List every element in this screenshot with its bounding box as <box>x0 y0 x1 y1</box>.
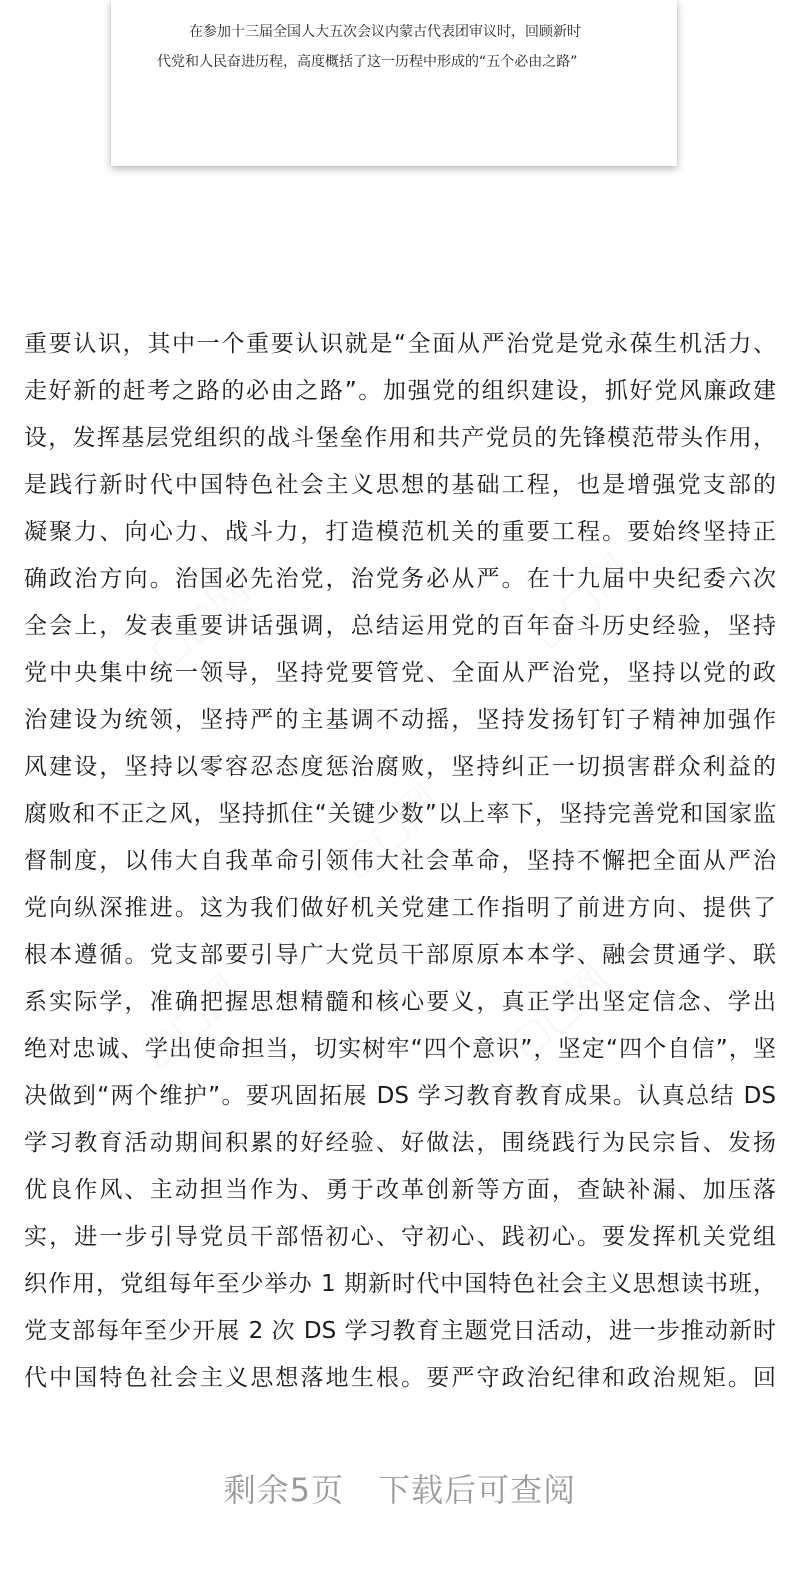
article-line: 党中央集中统一领导，坚持党要管党、全面从严治党，坚持以党的政 <box>24 660 776 686</box>
article-line: 代中国特色社会主义思想落地生根。要严守政治纪律和政治规矩。回 <box>24 1365 776 1391</box>
article-body <box>24 326 776 1407</box>
article-line: 风建设，坚持以零容忍态度惩治腐败，坚持纠正一切损害群众利益的 <box>24 754 776 780</box>
article-line: 重要认识，其中一个重要认识就是“全面从严治党是党永葆生机活力、 <box>24 331 776 357</box>
watermark: ▢▢网 <box>520 546 640 656</box>
article-line: 走好新的赶考之路的必由之路”。加强党的组织建设，抓好党风廉政建 <box>24 378 776 404</box>
watermark: ▢▢网 <box>500 956 620 1066</box>
article-line: 实，进一步引导党员干部悟初心、守初心、践初心。要发挥机关党组 <box>24 1224 776 1250</box>
article-line: 治建设为统领，坚持严的主基调不动摇，坚持发扬钉钉子精神加强作 <box>24 707 776 733</box>
article-line: 是践行新时代中国特色社会主义思想的基础工程，也是增强党支部的 <box>24 472 776 498</box>
article-line: 优良作风、主动担当作为、勇于改革创新等方面，查缺补漏、加压落 <box>24 1177 776 1203</box>
article-line: 根本遵循。党支部要引导广大党员干部原原本本学、融会贯通学、联 <box>24 942 776 968</box>
article-line: 党支部每年至少开展 2 次 DS 学习教育主题党日活动，进一步推动新时 <box>24 1318 776 1344</box>
download-prompt[interactable] <box>0 1466 800 1514</box>
watermark: ▢▢网 <box>130 966 250 1076</box>
article-line: 绝对忠诚、学出使命担当，切实树牢“四个意识”，坚定“四个自信”，坚 <box>24 1036 776 1062</box>
article-line: 决做到“两个维护”。要巩固拓展 DS 学习教育教育成果。认真总结 DS <box>24 1083 776 1109</box>
quote-line-1: 在参加十三届全国人大五次会议内蒙古代表团审议时，回顾新时 <box>189 24 581 40</box>
article-line: 党向纵深推进。这为我们做好机关党建工作指明了前进方向、提供了 <box>24 895 776 921</box>
download-hint-text: 下载后可查阅 <box>378 1471 577 1509</box>
article-line: 系实际学，准确把握思想精髓和核心要义，真正学出坚定信念、学出 <box>24 989 776 1015</box>
watermark: ▢▢网 <box>140 566 260 676</box>
article-line: 凝聚力、向心力、战斗力，打造模范机关的重要工程。要始终坚持正 <box>24 519 776 545</box>
article-line: 设，发挥基层党组织的战斗堡垒作用和共产党员的先锋模范带头作用， <box>24 425 776 451</box>
article-line: 全会上，发表重要讲话强调，总结运用党的百年奋斗历史经验，坚持 <box>24 613 776 639</box>
remaining-pages-text: 剩余5页 <box>223 1471 345 1509</box>
watermark: ▢▢网 <box>330 776 450 886</box>
quote-card <box>111 0 677 166</box>
article-line: 学习教育活动期间积累的好经验、好做法，围绕践行为民宗旨、发扬 <box>24 1130 776 1156</box>
quote-line-2: 代党和人民奋进历程，高度概括了这一历程中形成的“五个必由之路” <box>157 54 578 70</box>
article-line: 腐败和不正之风，坚持抓住“关键少数”以上率下，坚持完善党和国家监 <box>24 801 776 827</box>
article-line: 督制度，以伟大自我革命引领伟大社会革命，坚持不懈把全面从严治 <box>24 848 776 874</box>
article-line: 确政治方向。治国必先治党，治党务必从严。在十九届中央纪委六次 <box>24 566 776 592</box>
article-line: 织作用，党组每年至少举办 1 期新时代中国特色社会主义思想读书班， <box>24 1271 776 1297</box>
